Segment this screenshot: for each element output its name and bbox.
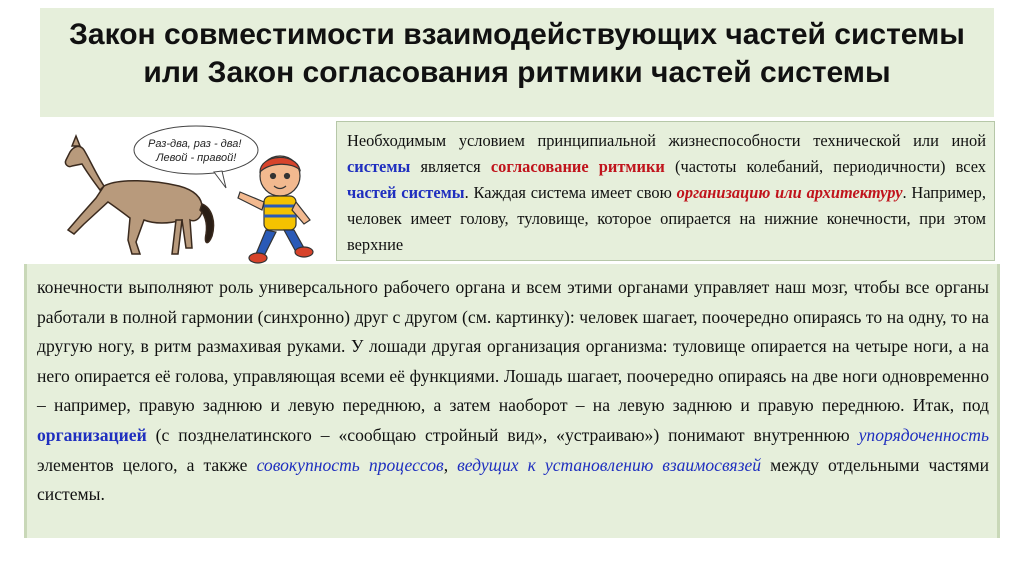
intro-text-4: . Каждая система имеет свою xyxy=(464,183,677,202)
keyword-vedushchih: ведущих к установлению взаимосвязей xyxy=(457,454,762,475)
body-text-4: , xyxy=(443,454,458,475)
boy-image xyxy=(238,156,313,263)
body-text-box xyxy=(24,264,1000,538)
intro-text-5: . Например, человек имеет голову, туловище, которое опирается на нижние конечности, при этом верхние xyxy=(347,183,986,254)
intro-text-box xyxy=(336,121,995,261)
keyword-chastey-sistemy: частей системы xyxy=(347,183,465,202)
body-text-2: (с позднелатинского – «сообщаю стройный вид», «устраиваю») понимают внутреннюю xyxy=(146,424,859,445)
keyword-sistemy: системы xyxy=(347,157,411,176)
speech-bubble xyxy=(134,126,258,188)
title-banner xyxy=(40,8,994,117)
body-text-3: элементов целого, а также xyxy=(37,454,257,475)
slide-title: Закон совместимости взаимодействующих частей системы или Закон согласования ритмики частей системы xyxy=(69,18,965,89)
body-text-5: между отдельными частями системы. xyxy=(37,454,990,505)
intro-text-1: Необходимым условием принципиальной жизнеспособности технической или иной xyxy=(347,131,986,150)
keyword-soglasovanie-ritmiki: согласование ритмики xyxy=(490,157,665,176)
keyword-organizaciey: организацией xyxy=(37,424,147,445)
keyword-organizaciyu: организацию или архитектуру xyxy=(676,183,903,202)
body-text-1: конечности выполняют роль универсального рабочего органа и всем этими органами управляет наш мозг, чтобы все органы работали в полной гармонии (синхронно) друг с другом (см. картинку): человек шагает, поочередно опираясь то на одну, то на другую ногу, в ритм размахивая руками. У лошади другая организация организма: туловище опирается на четыре ноги, а на него опирается её голова, управляющая всеми её функциями. Лошадь шагает, поочередно опираясь на две ноги одновременно – например, правую заднюю и левую переднюю, а затем наоборот – на левую заднюю и правую переднюю. Итак, под xyxy=(37,277,989,416)
bubble-line-1: Раз-два, раз - два! xyxy=(148,138,242,150)
bubble-line-2: Левой - правой! xyxy=(156,152,237,164)
keyword-sovokupnost-processov: совокупность процессов xyxy=(256,454,444,475)
intro-text-2: является xyxy=(410,157,491,176)
horse-and-boy-illustration xyxy=(44,116,338,268)
keyword-uporyadochennost: упорядоченность xyxy=(858,424,989,445)
intro-text-3: (частоты колебаний, периодичности) всех xyxy=(664,157,986,176)
